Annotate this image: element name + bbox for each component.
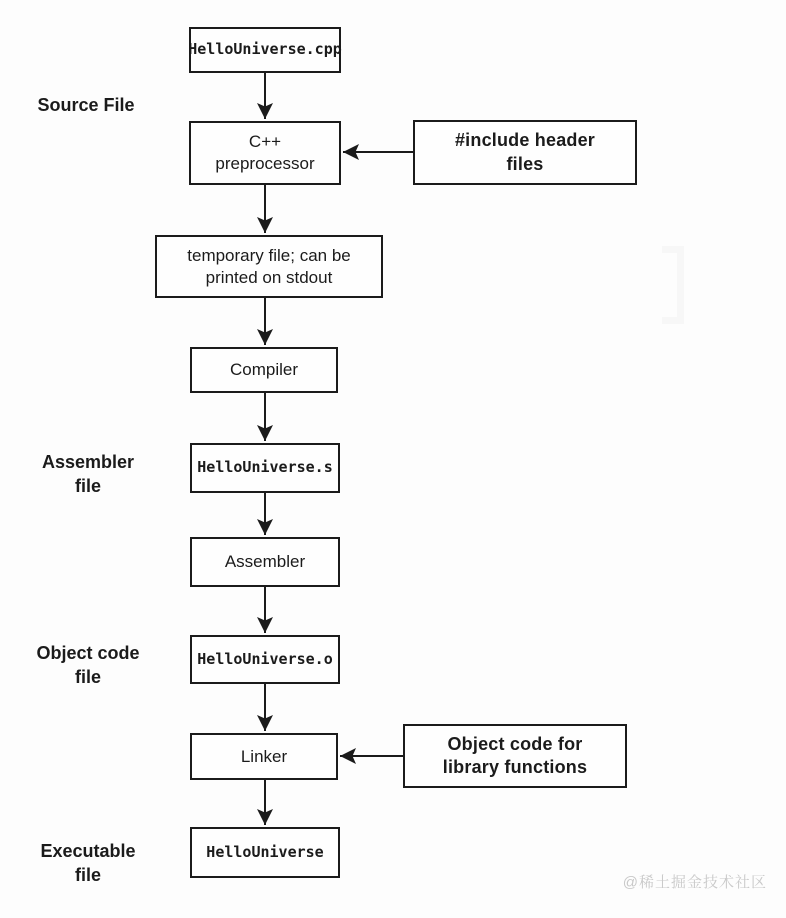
node-preprocessor [189,121,341,185]
node-include-header-line1: #include header [454,130,596,151]
node-executable-label: HelloUniverse [206,842,324,861]
node-library-objects [403,724,627,788]
label-object-code-file-line2: file [74,667,101,687]
node-library-objects-line2: library functions [442,757,588,777]
node-temp-file-line1: temporary file; can be [187,245,351,265]
node-library-objects-line1: Object code for [447,733,583,754]
node-object-file-label: HelloUniverse.o [197,649,333,668]
node-include-header-line2: files [506,153,544,174]
node-temp-file-line2: printed on stdout [205,267,333,287]
node-linker-label: Linker [240,746,288,766]
node-linker [190,733,338,780]
node-assembler-label: Assembler [224,552,306,572]
node-assembly-file [190,443,340,493]
watermark-text: @稀土掘金技术社区 [622,874,767,891]
faint-watermark-bracket [662,246,684,324]
label-assembler-file-line1: Assembler [41,452,135,472]
node-source-file-label: HelloUniverse.cpp [188,40,342,59]
node-preprocessor-line2: preprocessor [215,154,315,173]
node-assembly-file-label: HelloUniverse.s [197,458,333,477]
label-executable-file-line2: file [74,865,101,885]
label-executable-file [14,839,162,887]
node-executable [190,827,340,878]
node-assembler [190,537,340,587]
node-compiler-label: Compiler [229,360,299,380]
label-assembler-file-line2: file [74,476,101,496]
node-source-file [189,27,341,73]
node-temp-file [155,235,383,298]
label-object-code-file [14,641,162,689]
node-compiler [190,347,338,393]
label-source-file-text: Source File [37,95,135,115]
label-assembler-file [16,450,160,498]
node-include-header [413,120,637,185]
label-object-code-file-line1: Object code [36,643,140,663]
node-preprocessor-line1: C++ [248,132,282,152]
node-object-file [190,635,340,684]
label-source-file [16,93,156,117]
label-executable-file-line1: Executable [40,841,136,861]
